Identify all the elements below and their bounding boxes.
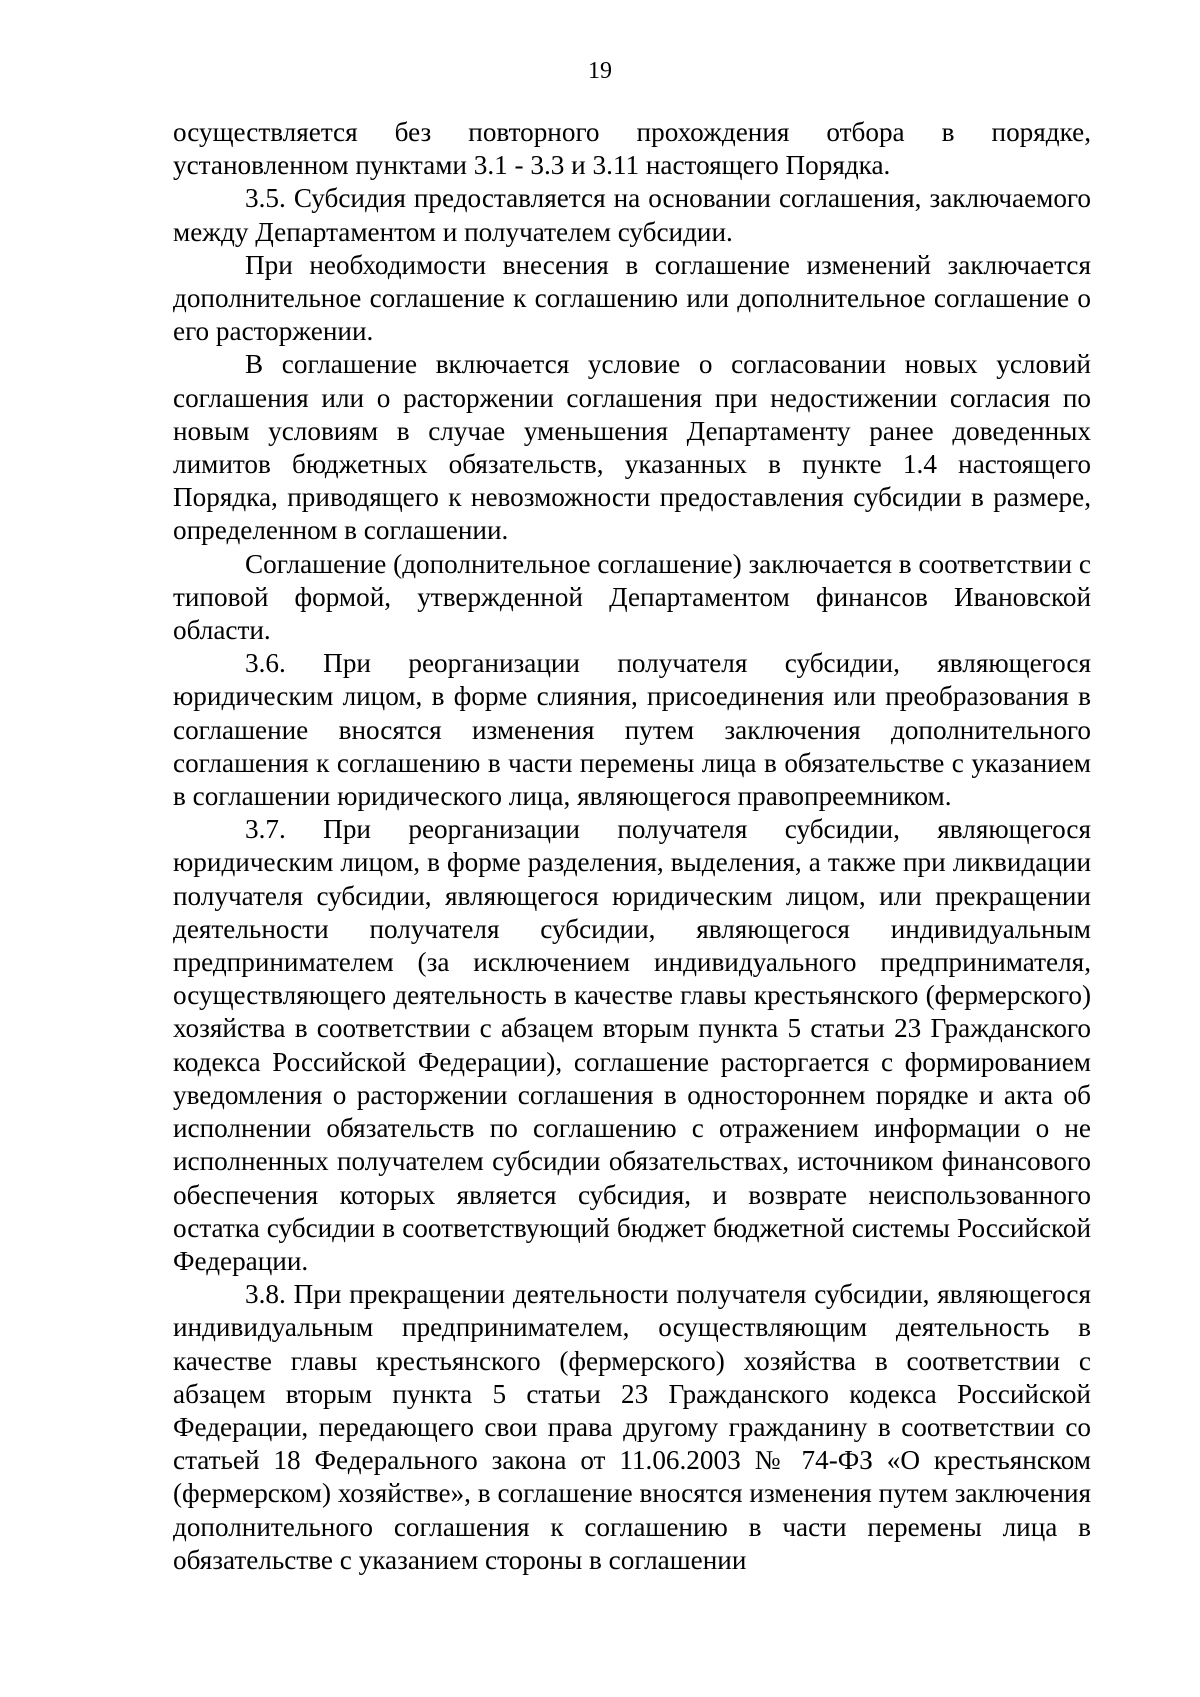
paragraph-continuation: осуществляется без повторного прохождения отбора в порядке, установленном пунктами 3.1 - 3.3 и 3.11 настоящего Порядка. (173, 117, 1091, 181)
paragraph-3-6: 3.6. При реорганизации получателя субсидии, являющегося юридическим лицом, в форме слияния, присоединения или преобразования в соглашение вносятся изменения путем заключения дополнительного соглашения к соглашению в части перемены лица в обязательстве с указанием в соглашении юридического лица, являющегося правопреемником. (173, 648, 1091, 812)
paragraph-3-7: 3.7. При реорганизации получателя субсидии, являющегося юридическим лицом, в форме разделения, выделения, а также при ликвидации получателя субсидии, являющегося юридическим лицом, или прекращении деятельности получателя субсидии, являющегося индивидуальным предпринимателем (за исключением индивидуального предпринимателя, осуществляющего деятельность в качестве главы крестьянского (фермерского) хозяйства в соответствии с абзацем вторым пункта 5 статьи 23 Гражданского кодекса Российской Федерации), соглашение расторгается с формированием уведомления о расторжении соглашения в одностороннем порядке и акта об исполнении обязательств по соглашению с отражением информации о не исполненных получателем субсидии обязательствах, источником финансового обеспечения которых является субсидия, и возврате неиспользованного остатка субсидии в соответствующий бюджет бюджетной системы Российской Федерации. (173, 814, 1091, 1276)
document-body (173, 116, 1091, 1577)
page-number: 19 (588, 58, 612, 84)
paragraph-3-8: 3.8. При прекращении деятельности получателя субсидии, являющегося индивидуальным предпринимателем, осуществляющим деятельность в качестве главы крестьянского (фермерского) хозяйства в соответствии с абзацем вторым пункта 5 статьи 23 Гражданского кодекса Российской Федерации, передающего свои права другому гражданину в соответствии со статьей 18 Федерального закона от 11.06.2003 № 74-ФЗ «О крестьянском (фермерском) хозяйстве», в соглашение вносятся изменения путем заключения дополнительного соглашения к соглашению в части перемены лица в обязательстве с указанием стороны в соглашении (173, 1279, 1091, 1575)
paragraph-amendment: При необходимости внесения в соглашение изменений заключается дополнительное соглашение к соглашению или дополнительное соглашение о его расторжении. (173, 249, 1091, 347)
paragraph-new-conditions: В соглашение включается условие о согласовании новых условий соглашения или о расторжении соглашения при недостижении согласия по новым условиям в случае уменьшения Департаменту ранее доведенных лимитов бюджетных обязательств, указанных в пункте 1.4 настоящего Порядка, приводящего к невозможности предоставления субсидии в размере, определенном в соглашении. (173, 349, 1091, 546)
paragraph-standard-form: Соглашение (дополнительное соглашение) заключается в соответствии с типовой формой, утвержденной Департаментом финансов Ивановской области. (173, 548, 1091, 646)
paragraph-3-5: 3.5. Субсидия предоставляется на основании соглашения, заключаемого между Департаментом и получателем субсидии. (173, 183, 1091, 247)
